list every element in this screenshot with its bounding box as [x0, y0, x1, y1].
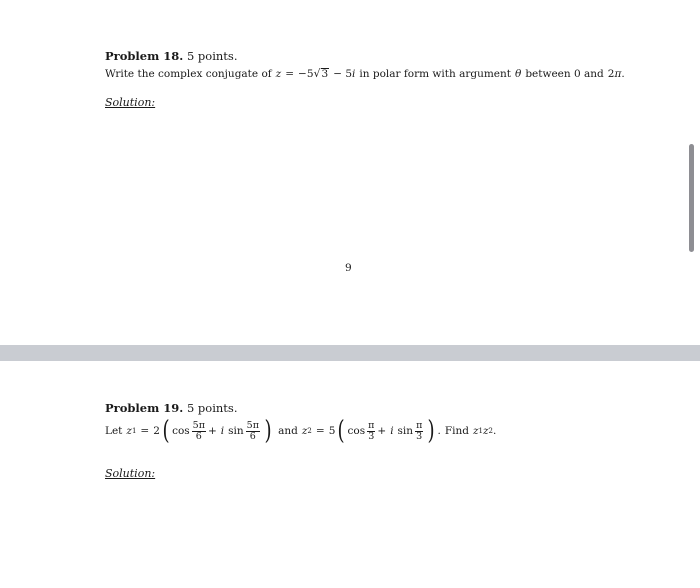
p18-sqrt-arg: 3 — [321, 68, 329, 80]
problem-19-points: 5 points. — [186, 401, 238, 415]
p19-z1: z — [126, 425, 132, 437]
p19-frac2-den: 6 — [249, 430, 256, 442]
p18-z: z — [275, 68, 282, 80]
p19-frac4 — [415, 421, 423, 442]
p18-text-before: Write the complex conjugate of — [105, 68, 272, 80]
problem-18-heading — [105, 49, 237, 63]
p19-z2: z — [301, 425, 308, 437]
p19-frac3 — [367, 421, 375, 442]
p19-plus2: + — [377, 425, 387, 437]
p19-i2: i — [390, 425, 394, 437]
p19-coef2: 5 — [328, 425, 336, 437]
p18-sqrt — [314, 68, 330, 80]
p19-find: Find — [444, 425, 469, 437]
p19-sub1: 1 — [131, 427, 137, 435]
p19-frac2 — [246, 421, 260, 442]
radical-sign-icon: √ — [313, 67, 321, 80]
p19-eq1: = — [140, 425, 150, 437]
p19-prod-z2: z — [482, 425, 489, 437]
p19-final-period: . — [492, 425, 497, 437]
p19-frac1 — [192, 421, 206, 442]
p19-sin1: sin — [228, 425, 244, 437]
p18-minus5: − 5 — [333, 68, 353, 80]
p19-rparen1: ) — [264, 416, 272, 446]
p19-frac1-num: 5π — [192, 419, 205, 431]
p19-eq2: = — [315, 425, 325, 437]
page-10 — [0, 361, 700, 588]
p19-and: and — [278, 425, 298, 437]
p18-pi: π — [614, 68, 622, 80]
p19-coef1: 2 — [153, 425, 160, 437]
p19-prod-sub2: 2 — [488, 427, 493, 435]
problem-18-points: 5 points. — [186, 49, 238, 63]
p19-prod-sub1: 1 — [478, 427, 483, 435]
p19-plus1: + — [207, 425, 217, 437]
problem-18-label: Problem 18. — [105, 49, 184, 63]
p19-sub2: 2 — [307, 427, 312, 435]
p19-i1: i — [220, 425, 225, 437]
problem-18-solution-label: Solution: — [105, 96, 156, 109]
p19-cos2: cos — [347, 425, 366, 437]
p19-cos1: cos — [172, 425, 190, 437]
p18-neg5: −5 — [298, 68, 314, 80]
p19-sin2: sin — [397, 425, 414, 437]
p19-let: Let — [105, 425, 123, 437]
p19-lparen1: ( — [162, 416, 170, 446]
problem-19-solution-label: Solution: — [105, 467, 156, 480]
p19-frac1-den: 6 — [195, 430, 202, 442]
p18-i: i — [352, 68, 356, 80]
p19-frac2-num: 5π — [246, 419, 259, 431]
p19-frac4-num: π — [416, 419, 423, 431]
p19-lparen2: ( — [337, 416, 346, 446]
vertical-scrollbar[interactable] — [689, 144, 694, 252]
problem-18-statement — [105, 68, 625, 80]
p19-prod-z1: z — [472, 425, 479, 437]
p19-end-period: . — [437, 425, 441, 437]
p18-two: 2 — [607, 68, 615, 80]
p19-rparen2: ) — [427, 416, 435, 446]
p19-frac4-den: 3 — [416, 430, 423, 442]
problem-19-label: Problem 19. — [105, 401, 184, 415]
p18-theta: θ — [515, 68, 522, 80]
p18-period: . — [621, 68, 625, 80]
p19-frac3-den: 3 — [368, 430, 375, 442]
p18-eq: = — [285, 68, 295, 80]
page-separator — [0, 345, 700, 361]
p18-text-between: between 0 and — [525, 68, 604, 80]
p19-frac3-num: π — [368, 419, 375, 431]
problem-19-heading — [105, 401, 237, 415]
page-number: 9 — [345, 262, 352, 274]
p18-text-mid: in polar form with argument — [359, 68, 511, 80]
problem-19-statement — [105, 418, 496, 444]
